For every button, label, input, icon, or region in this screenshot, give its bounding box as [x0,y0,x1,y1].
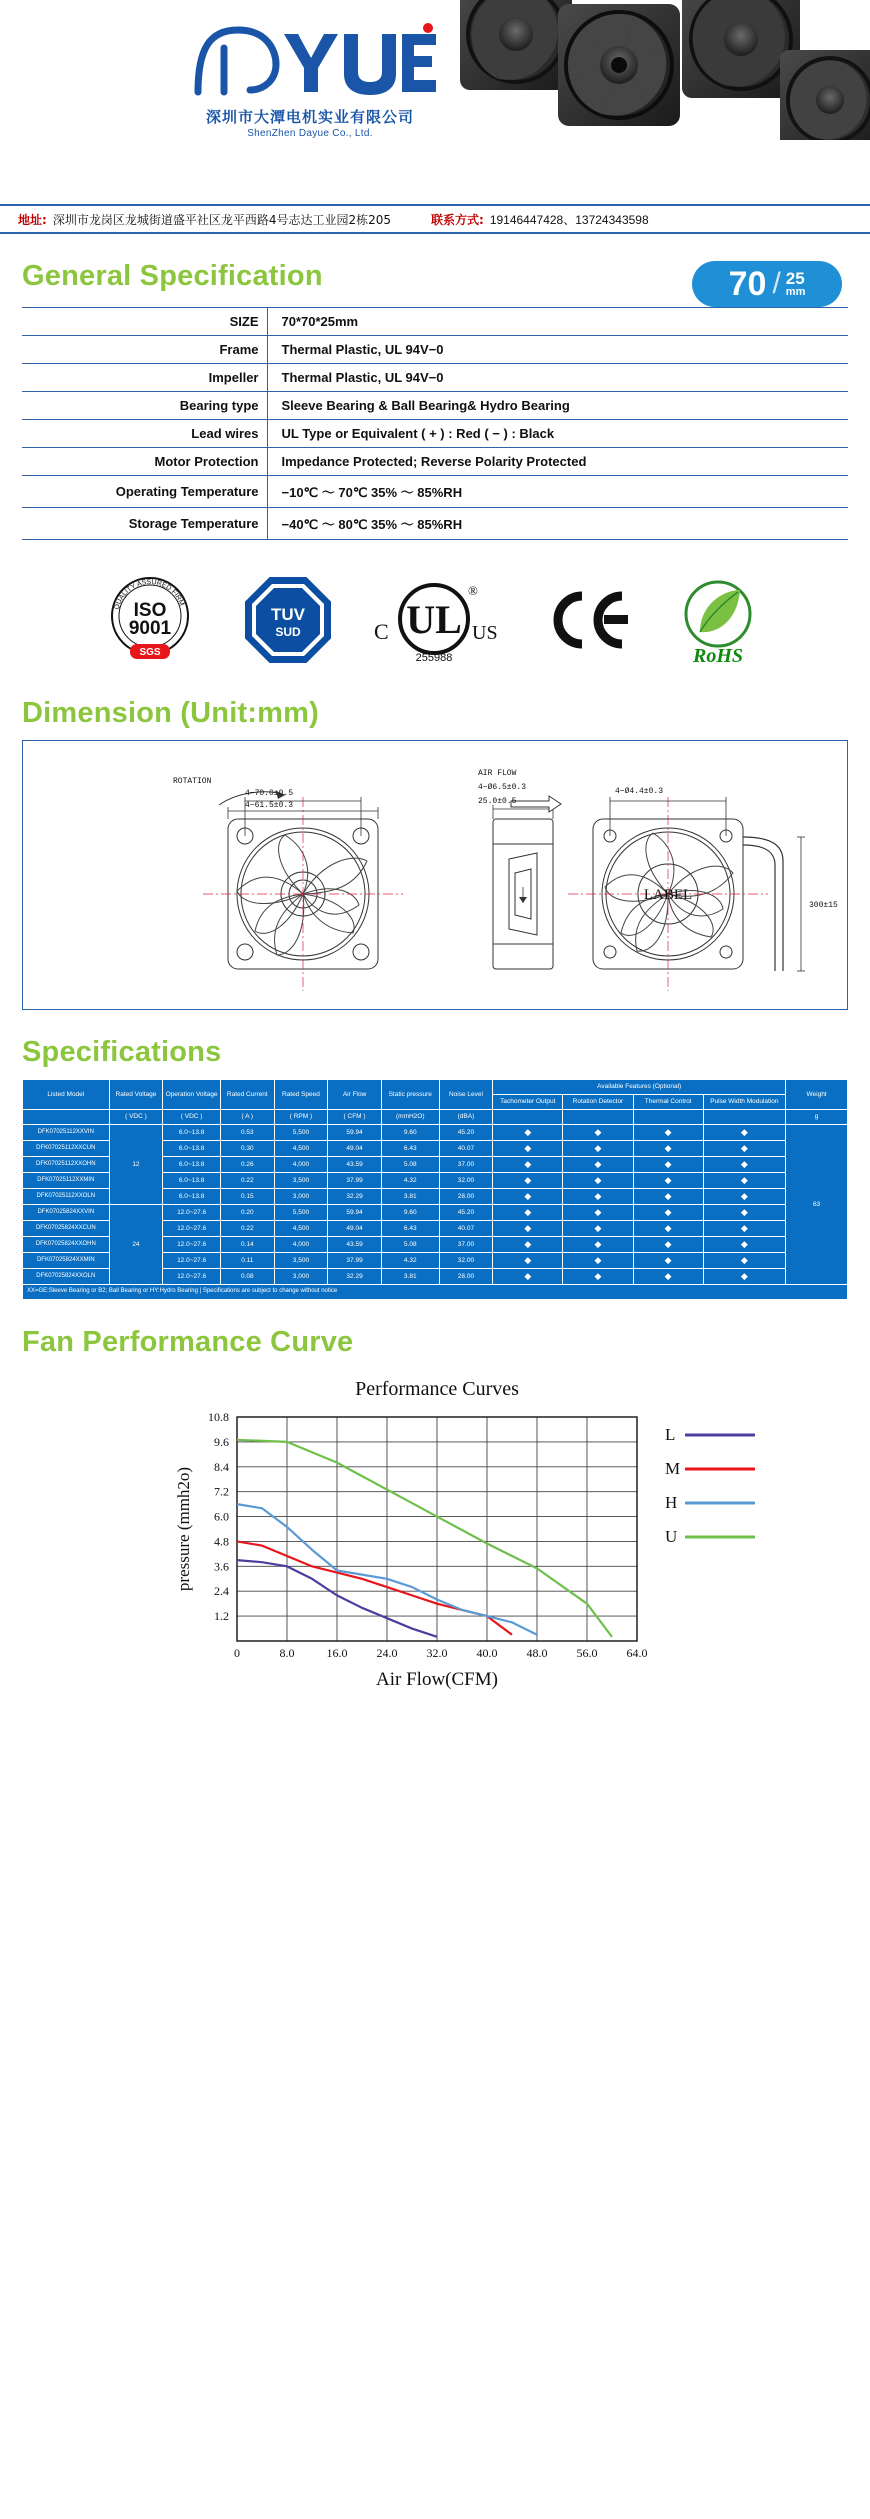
series-line-u [237,1440,612,1637]
cell-opt-pwm: ◆ [703,1221,786,1237]
cell-rated-voltage: 12 [109,1125,163,1205]
spec-key: Bearing type [22,392,267,420]
cell-noise-level: 28.00 [439,1269,493,1285]
specifications-section [22,1079,848,1300]
cell-noise-level: 28.00 [439,1189,493,1205]
tuv-line2: SUD [275,625,301,639]
cell-rated-speed: 4,500 [274,1221,328,1237]
performance-curve-chart [22,1369,848,1689]
table-row [23,1125,848,1141]
table-note-row [23,1285,848,1300]
x-tick-label: 48.0 [526,1645,548,1660]
legend-label-m: M [665,1458,681,1478]
legend-label-u: U [665,1526,678,1546]
cell-opt-pwm: ◆ [703,1157,786,1173]
cell-air-flow: 32.29 [328,1189,382,1205]
svg-text:®: ® [468,583,478,598]
cell-opt-tc: ◆ [633,1141,703,1157]
label-air-flow: AIR FLOW [478,769,517,778]
fan-photos-svg [450,0,870,140]
spec-value: Impedance Protected; Reverse Polarity Protected [267,448,848,476]
ul-file-number: 255988 [415,652,453,663]
cell-model: DFK07025824XXOHN [23,1237,110,1253]
cell-model: DFK07025824XXCUN [23,1221,110,1237]
th-weight: Weight [786,1080,848,1110]
cell-rated-speed: 4,500 [274,1141,328,1157]
general-spec-table [22,307,848,540]
cell-noise-level: 40.07 [439,1221,493,1237]
x-tick-label: 56.0 [576,1645,598,1660]
company-logo [150,18,470,139]
table-row [22,508,848,540]
cell-operation-voltage: 6.0~13.8 [163,1125,221,1141]
th-noise-level: Noise Level [439,1080,493,1110]
telephone-label: 联系方式: [431,212,484,227]
th-thermal-control: Thermal Control [633,1095,703,1110]
cell-static-pressure: 5.08 [381,1157,439,1173]
th-air-flow: Air Flow [328,1080,382,1110]
label-hole-pitch: 4−61.5±0.3 [245,801,294,810]
cell-opt-pwm: ◆ [703,1125,786,1141]
th-rated-current: Rated Current [221,1080,275,1110]
fan-performance-curve-title: Fan Performance Curve [22,1325,354,1358]
cell-opt-tach: ◆ [493,1253,563,1269]
th-tachometer-output: Tachometer Output [493,1095,563,1110]
cell-opt-tach: ◆ [493,1189,563,1205]
iso-ring-text: QUALITY ASSURED FIRM [113,578,186,611]
cell-rated-current: 0.14 [221,1237,275,1253]
tuv-sud-icon [242,574,334,671]
cell-model: DFK07025824XXOLN [23,1269,110,1285]
cell-opt-tc: ◆ [633,1205,703,1221]
unit-rd [563,1110,633,1125]
unit-model [23,1110,110,1125]
label-body-size: 4−70.0±0.5 [245,789,294,798]
spec-value: Thermal Plastic, UL 94V−0 [267,336,848,364]
address-value: 深圳市龙岗区龙城街道盛平社区龙平西路4号志达工业园2栋205 [52,212,391,227]
cell-opt-tach: ◆ [493,1141,563,1157]
cell-rated-current: 0.22 [221,1221,275,1237]
cell-opt-pwm: ◆ [703,1141,786,1157]
table-row [22,392,848,420]
table-header-row [23,1080,848,1095]
cell-rated-speed: 4,000 [274,1237,328,1253]
iso-line2: 9001 [128,618,172,639]
cell-opt-rd: ◆ [563,1253,633,1269]
label-hole-dia: 4−Ø6.5±0.3 [478,783,527,792]
cell-opt-tc: ◆ [633,1221,703,1237]
cell-static-pressure: 3.81 [381,1189,439,1205]
table-row [22,336,848,364]
th-rated-voltage: Rated Voltage [109,1080,163,1110]
address-label: 地址: [18,212,47,227]
page-header [0,0,870,200]
cell-rated-current: 0.11 [221,1253,275,1269]
table-row [22,476,848,508]
iso-9001-icon [100,574,208,671]
spec-value: −40℃ ～ 80℃ 35% ～ 85%RH [267,508,848,540]
cell-rated-speed: 3,500 [274,1173,328,1189]
company-name-cn: 深圳市大潭电机实业有限公司 [205,108,414,126]
cell-air-flow: 32.29 [328,1269,382,1285]
cell-opt-rd: ◆ [563,1189,633,1205]
y-tick-label: 1.2 [214,1608,229,1623]
spec-value: Sleeve Bearing & Ball Bearing& Hydro Bearing [267,392,848,420]
cell-rated-speed: 5,500 [274,1125,328,1141]
cell-rated-current: 0.08 [221,1269,275,1285]
cell-model: DFK07025824XXMIN [23,1253,110,1269]
cell-opt-pwm: ◆ [703,1173,786,1189]
spec-key: Impeller [22,364,267,392]
y-tick-label: 4.8 [214,1534,229,1549]
unit-rated-current: ( A ) [221,1110,275,1125]
x-tick-label: 8.0 [279,1645,295,1660]
dimension-title: Dimension (Unit:mm) [22,697,320,729]
spec-value: 70*70*25mm [267,308,848,336]
cell-noise-level: 32.00 [439,1253,493,1269]
cell-opt-rd: ◆ [563,1173,633,1189]
cell-opt-tc: ◆ [633,1237,703,1253]
spec-key: Operating Temperature [22,476,267,508]
cell-static-pressure: 9.60 [381,1125,439,1141]
cell-rated-speed: 3,500 [274,1253,328,1269]
tuv-line1: TUV [271,605,305,624]
cell-opt-tc: ◆ [633,1189,703,1205]
unit-operation-voltage: ( VDC ) [163,1110,221,1125]
cell-rated-current: 0.20 [221,1205,275,1221]
fan-product-photos [450,0,870,140]
spec-value: −10℃ ～ 70℃ 35% ～ 85%RH [267,476,848,508]
cell-opt-tc: ◆ [633,1173,703,1189]
specifications-table [22,1079,848,1300]
cell-opt-pwm: ◆ [703,1205,786,1221]
x-tick-label: 0 [234,1645,240,1660]
rohs-text: RoHS [692,645,744,666]
cell-opt-tc: ◆ [633,1125,703,1141]
label-rotation: ROTATION [173,777,212,786]
cell-noise-level: 37.00 [439,1237,493,1253]
logo-icon [180,18,440,104]
cell-operation-voltage: 12.0~27.6 [163,1205,221,1221]
cell-opt-tach: ◆ [493,1173,563,1189]
unit-tc [633,1110,703,1125]
cell-opt-rd: ◆ [563,1237,633,1253]
unit-rated-speed: ( RPM ) [274,1110,328,1125]
cell-operation-voltage: 12.0~27.6 [163,1253,221,1269]
cell-operation-voltage: 6.0~13.8 [163,1189,221,1205]
cell-noise-level: 40.07 [439,1141,493,1157]
cell-opt-tc: ◆ [633,1269,703,1285]
performance-curve-svg [22,1369,846,1689]
cell-air-flow: 43.59 [328,1157,382,1173]
badge-slash: / [772,267,781,300]
unit-weight: g [786,1110,848,1125]
th-static-pressure: Static pressure [381,1080,439,1110]
table-row [22,448,848,476]
cell-rated-current: 0.30 [221,1141,275,1157]
dimension-svg [23,741,847,1009]
th-operation-voltage: Operation Voltage [163,1080,221,1110]
y-tick-label: 9.6 [214,1434,229,1449]
cell-opt-rd: ◆ [563,1269,633,1285]
cell-air-flow: 49.04 [328,1141,382,1157]
iso-line1: ISO [133,600,167,621]
label-thickness: 25.0±0.5 [478,797,517,806]
cell-static-pressure: 4.32 [381,1173,439,1189]
spec-key: Motor Protection [22,448,267,476]
cell-model: DFK07025112XXOLN [23,1189,110,1205]
general-specification-title: General Specification [22,260,323,292]
cell-weight: 63 [786,1125,848,1285]
cell-opt-pwm: ◆ [703,1269,786,1285]
cell-noise-level: 37.00 [439,1157,493,1173]
th-rotation-detector: Rotation Detector [563,1095,633,1110]
unit-static-pressure: (mmH2O) [381,1110,439,1125]
cell-air-flow: 59.94 [328,1125,382,1141]
company-name-en: ShenZhen Dayue Co., Ltd. [247,128,373,139]
cell-opt-pwm: ◆ [703,1253,786,1269]
unit-rated-voltage: ( VDC ) [109,1110,163,1125]
cell-operation-voltage: 12.0~27.6 [163,1237,221,1253]
cell-operation-voltage: 12.0~27.6 [163,1269,221,1285]
cell-static-pressure: 3.81 [381,1269,439,1285]
cell-model: DFK07025824XXVIN [23,1205,110,1221]
cell-operation-voltage: 6.0~13.8 [163,1157,221,1173]
cell-model: DFK07025112XXMIN [23,1173,110,1189]
cell-opt-tc: ◆ [633,1253,703,1269]
y-tick-label: 10.8 [208,1409,229,1424]
table-row [23,1205,848,1221]
cell-opt-rd: ◆ [563,1157,633,1173]
unit-air-flow: ( CFM ) [328,1110,382,1125]
table-row [22,420,848,448]
label-mount-hole: 4−Ø4.4±0.3 [615,787,664,796]
legend-label-h: H [665,1492,678,1512]
badge-unit: mm [785,286,806,298]
badge-thickness: 25 [785,269,805,288]
y-tick-label: 2.4 [214,1584,229,1599]
cell-model: DFK07025112XXVIN [23,1125,110,1141]
cell-operation-voltage: 6.0~13.8 [163,1173,221,1189]
table-units-row [23,1110,848,1125]
spec-key: Lead wires [22,420,267,448]
cell-opt-rd: ◆ [563,1125,633,1141]
cell-rated-speed: 4,000 [274,1157,328,1173]
cell-opt-pwm: ◆ [703,1237,786,1253]
ul-recognized-icon [368,577,508,668]
cell-air-flow: 43.59 [328,1237,382,1253]
cell-static-pressure: 6.43 [381,1221,439,1237]
certification-logos [0,574,870,671]
cell-rated-speed: 3,000 [274,1189,328,1205]
badge-size: 70 [728,265,767,303]
cell-rated-speed: 3,000 [274,1269,328,1285]
unit-pwm [703,1110,786,1125]
telephone-value: 19146447428、13724343598 [489,212,649,227]
unit-noise-level: (dBA) [439,1110,493,1125]
contact-bar [0,204,870,234]
cell-model: DFK07025112XXCUN [23,1141,110,1157]
series-line-m [237,1541,512,1634]
cell-rated-voltage: 24 [109,1205,163,1285]
y-tick-label: 7.2 [214,1484,229,1499]
th-model: Listed Model [23,1080,110,1110]
x-axis-label: Air Flow(CFM) [376,1668,498,1689]
unit-tach [493,1110,563,1125]
cell-opt-rd: ◆ [563,1141,633,1157]
cell-static-pressure: 5.08 [381,1237,439,1253]
svg-text:UL: UL [406,597,462,642]
table-row [22,308,848,336]
x-tick-label: 40.0 [476,1645,498,1660]
cell-noise-level: 45.20 [439,1205,493,1221]
cell-air-flow: 37.99 [328,1253,382,1269]
spec-note: XX=GE:Sleeve Bearing or B2; Ball Bearing or HY:Hydro Bearing | Specifications are subject to change without notice [23,1285,848,1300]
th-rated-speed: Rated Speed [274,1080,328,1110]
cell-static-pressure: 9.60 [381,1205,439,1221]
ul-prefix: C [374,619,389,644]
cell-opt-tach: ◆ [493,1221,563,1237]
ul-suffix: US [472,622,498,644]
y-axis-label: pressure (mmh2o) [174,1466,193,1591]
spec-value: Thermal Plastic, UL 94V−0 [267,364,848,392]
cell-static-pressure: 6.43 [381,1141,439,1157]
cell-operation-voltage: 6.0~13.8 [163,1141,221,1157]
cell-opt-tach: ◆ [493,1125,563,1141]
cell-opt-tach: ◆ [493,1269,563,1285]
y-tick-label: 3.6 [214,1559,229,1574]
y-tick-label: 6.0 [214,1509,229,1524]
cell-rated-current: 0.26 [221,1157,275,1173]
cell-opt-rd: ◆ [563,1221,633,1237]
cell-opt-tach: ◆ [493,1157,563,1173]
x-tick-label: 24.0 [376,1645,398,1660]
x-tick-label: 16.0 [326,1645,348,1660]
th-optional-features: Available Features (Optional) [493,1080,786,1095]
cell-static-pressure: 4.32 [381,1253,439,1269]
sgs-badge-text: SGS [139,647,161,658]
cell-model: DFK07025112XXOHN [23,1157,110,1173]
label-lead-length: 300±15 [809,901,838,910]
cell-air-flow: 59.94 [328,1205,382,1221]
label-text: LABEL [643,887,693,903]
cell-rated-current: 0.53 [221,1125,275,1141]
cell-rated-current: 0.15 [221,1189,275,1205]
cell-air-flow: 37.99 [328,1173,382,1189]
cell-noise-level: 45.20 [439,1125,493,1141]
spec-value: UL Type or Equivalent ( + ) : Red ( − ) : Black [267,420,848,448]
chart-title: Performance Curves [355,1377,519,1400]
rohs-mark-icon [666,574,770,671]
cell-opt-tach: ◆ [493,1237,563,1253]
cell-air-flow: 49.04 [328,1221,382,1237]
legend-label-l: L [665,1424,676,1444]
y-tick-label: 8.4 [214,1459,229,1474]
spec-key: SIZE [22,308,267,336]
spec-key: Frame [22,336,267,364]
cell-opt-tc: ◆ [633,1157,703,1173]
size-badge [692,261,842,307]
cell-opt-rd: ◆ [563,1205,633,1221]
cell-operation-voltage: 12.0~27.6 [163,1221,221,1237]
table-row [22,364,848,392]
cell-opt-tach: ◆ [493,1205,563,1221]
cell-rated-current: 0.22 [221,1173,275,1189]
cell-noise-level: 32.00 [439,1173,493,1189]
specifications-title: Specifications [22,1036,222,1068]
cell-opt-pwm: ◆ [703,1189,786,1205]
th-pulse-width-modulation: Pulse Width Modulation [703,1095,786,1110]
dimension-drawing [22,740,848,1010]
x-tick-label: 32.0 [426,1645,448,1660]
cell-rated-speed: 5,500 [274,1205,328,1221]
ce-mark-icon [542,586,632,659]
spec-key: Storage Temperature [22,508,267,540]
x-tick-label: 64.0 [626,1645,648,1660]
